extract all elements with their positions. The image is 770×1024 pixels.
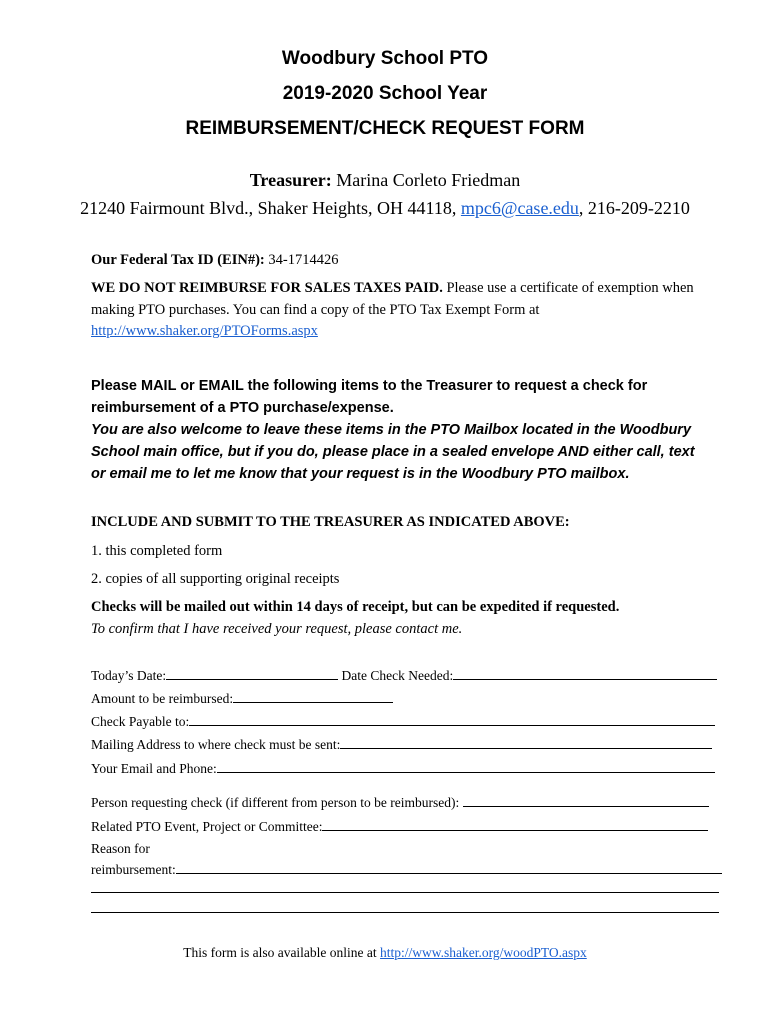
related-event-label: Related PTO Event, Project or Committee: [91, 819, 323, 834]
reason-label-1: Reason for [91, 841, 150, 856]
event-row [91, 818, 708, 835]
submit-heading: INCLUDE AND SUBMIT TO THE TREASURER AS INDICATED ABOVE: [91, 514, 570, 530]
treasurer-email-link[interactable]: mpc6@case.edu [460, 198, 579, 218]
instructions-bold-2: reimbursement of a PTO purchase/expense. [91, 400, 394, 416]
footer-text: This form is also available online at [183, 945, 377, 960]
dates-row [91, 667, 717, 684]
payable-to-field[interactable] [189, 713, 715, 726]
page-title: Woodbury School PTO [281, 48, 489, 69]
sales-tax-warning [91, 280, 694, 297]
tax-exempt-note: making PTO purchases. You can find a copy of the PTO Tax Exempt Form at [91, 302, 540, 318]
tax-id-line [91, 252, 338, 269]
related-event-field[interactable] [322, 818, 708, 831]
reason-field-line-2[interactable] [91, 880, 719, 893]
confirm-note: To confirm that I have received your request, please contact me. [91, 621, 463, 637]
payable-row [91, 713, 715, 730]
requester-row [91, 794, 709, 811]
sales-tax-warning-bold: WE DO NOT REIMBURSE FOR SALES TAXES PAID. [91, 280, 443, 296]
footer-link[interactable]: http://www.shaker.org/woodPTO.aspx [380, 945, 587, 960]
person-requesting-label: Person requesting check (if different from person to be reimbursed): [91, 795, 460, 810]
treasurer-label: Treasurer: [249, 170, 332, 190]
treasurer-line [0, 170, 770, 191]
instructions-italic-1: You are also welcome to leave these items in the PTO Mailbox located in the Woodbury [91, 422, 692, 438]
tax-id-label: Our Federal Tax ID (EIN#): [91, 252, 265, 268]
list-item: 2. copies of all supporting original receipts [91, 571, 340, 587]
email-phone-label: Your Email and Phone: [91, 761, 217, 776]
reason-field-line-3[interactable] [91, 900, 719, 913]
treasurer-contact [0, 198, 770, 219]
tax-exempt-form-link[interactable]: http://www.shaker.org/PTOForms.aspx [91, 323, 318, 339]
person-requesting-field[interactable] [463, 794, 709, 807]
instructions-italic-3: or email me to let me know that your request is in the Woodbury PTO mailbox. [91, 466, 630, 482]
reason-label-2: reimbursement: [91, 862, 176, 877]
amount-label: Amount to be reimbursed: [91, 691, 234, 706]
mailing-row [91, 736, 712, 753]
school-year: 2019-2020 School Year [282, 83, 488, 104]
reason-field[interactable] [176, 861, 722, 874]
list-item: 1. this completed form [91, 543, 223, 559]
mailing-address-field[interactable] [340, 736, 712, 749]
date-needed-field[interactable] [453, 667, 717, 680]
reason-row [91, 861, 722, 878]
instructions-italic-2: School main office, but if you do, please place in a sealed envelope AND either call, text [91, 444, 695, 460]
treasurer-name: Marina Corleto Friedman [336, 170, 521, 190]
tax-id-value: 34-1714426 [268, 252, 339, 268]
treasurer-phone: , 216-209-2210 [578, 198, 690, 218]
payable-to-label: Check Payable to: [91, 714, 190, 729]
treasurer-address: 21240 Fairmount Blvd., Shaker Heights, OH 44118, [80, 198, 457, 218]
amount-row [91, 690, 393, 707]
date-needed-label: Date Check Needed: [341, 668, 454, 683]
mailing-address-label: Mailing Address to where check must be sent: [91, 737, 341, 752]
amount-field[interactable] [233, 690, 393, 703]
instructions-bold-1: Please MAIL or EMAIL the following items to the Treasurer to request a check for [91, 378, 648, 394]
footer [0, 945, 770, 961]
mail-note: Checks will be mailed out within 14 days of receipt, but can be expedited if requested. [91, 599, 620, 615]
email-phone-row [91, 760, 715, 777]
todays-date-label: Today’s Date: [91, 668, 167, 683]
todays-date-field[interactable] [166, 667, 338, 680]
form-title: REIMBURSEMENT/CHECK REQUEST FORM [185, 118, 585, 139]
sales-tax-warning-text: Please use a certificate of exemption when [446, 280, 694, 296]
email-phone-field[interactable] [217, 760, 715, 773]
